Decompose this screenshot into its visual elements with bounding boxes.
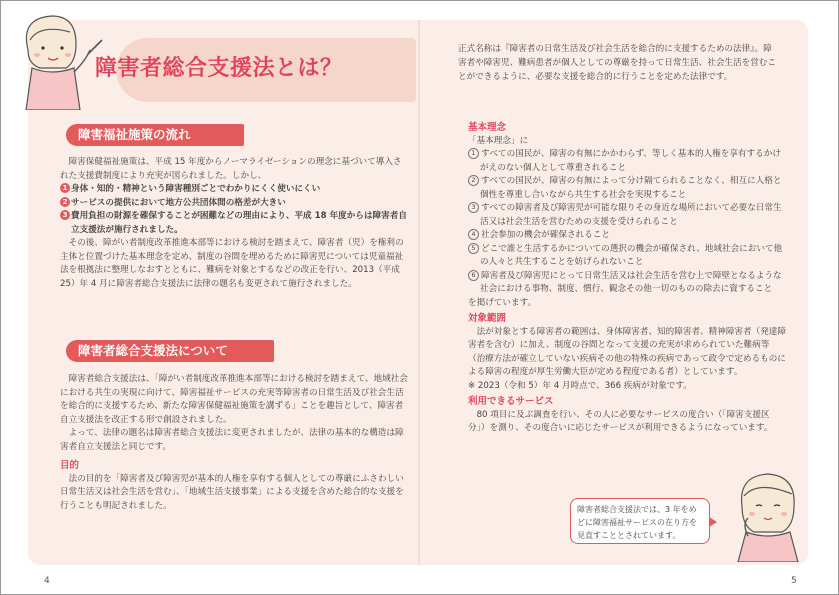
purpose-heading: 目的 <box>60 460 80 471</box>
principle-item-4 <box>468 229 786 243</box>
number-badge: 1 <box>60 183 70 193</box>
purpose-text: 法の目的を「障害者及び障害児が基本的人権を享有する個人としての尊厳にふさわしい日常生活又は社会生活を営む」、「地域生活支援事業」による支援を含めた総合的な支援を行うことも明記されました。 <box>60 473 404 511</box>
section-heading-about: 障害者総合支援法について <box>66 340 274 362</box>
history-item-text: 身体・知的・精神という障害種別ごとでわかりにくく使いにくい <box>71 184 321 194</box>
number-circle: 6 <box>468 270 479 281</box>
page-number-left: 4 <box>44 576 50 586</box>
speech-bubble: 障害者総合支援法では、3 年をめどに障害福祉サービスの在り方を見直すこととされています。 <box>570 498 710 544</box>
scope-note: ※ 2023（令和 5）年 4 月時点で、366 疾病が対象です。 <box>468 380 692 391</box>
principle-item-5 <box>468 243 786 270</box>
principle-text: 障害者及び障害児にとって日常生活又は社会生活を営む上で障壁となるような社会における事物、制度、慣行、観念その他一切のものの除去に資すること <box>480 270 782 294</box>
number-badge: 3 <box>60 210 70 220</box>
principle-text: どこで誰と生活するかについての選択の機会が確保され、地域社会において他の人々と共生することを妨げられないこと <box>480 243 783 267</box>
number-circle: 1 <box>468 148 479 159</box>
service-text: 80 項目に及ぶ調査を行い、その人に必要なサービスの度合い（「障害支援区分」）を測り、その度合いに応じたサービスが利用できるようになっています。 <box>468 409 773 433</box>
principle-item-1 <box>468 148 786 175</box>
number-circle: 3 <box>468 202 479 213</box>
history-item-text: 費用負担の財源を確保することが困難などの理由により、平成 18 年度からは障害者自立支援法が施行されました。 <box>71 211 407 235</box>
section-heading-history: 障害福祉施策の流れ <box>66 124 244 146</box>
history-paragraph-1: 障害保健福祉施策は、平成 15 年度からノーマライゼーションの理念に基づいて導入された支援費制度により充実が図られました。しかし、 <box>60 157 402 181</box>
principle-heading: 基本理念 <box>468 122 507 133</box>
right-column <box>468 121 786 436</box>
about-paragraph-1: 障害者総合支援法は、「障がい者制度改革推進本部等における検討を踏まえて、地域社会における共生の実現に向けて、障害福祉サービスの充実等障害者の日常生活及び社会生活を総合的に支援するため、新たな障害保健福祉施策を講ずる」ことを趣旨として、障害者自立支援法を改正する形で創設されました。 <box>60 374 408 425</box>
definition-text: 正式名称は『障害者の日常生活及び社会生活を総合的に支援するための法律』。障害者や障害児、難病患者が個人としての尊厳を持って日常生活、社会生活を営むことができるように、必要な支援を総合的に行うことを定めた法律です。 <box>458 44 776 82</box>
principle-item-3 <box>468 202 786 229</box>
number-badge: 2 <box>60 197 70 207</box>
principle-item-2 <box>468 175 786 202</box>
history-paragraph-2: その後、障がい者制度改革推進本部等における検討を踏まえて、障害者（児）を権利の主体と位置づけた基本理念を定め、制度の谷間を埋めるために障害児については児童福祉法を根拠法に整理しなおすとともに、難病を対象とするなどの改正を行い、2013（平成 25）年 4 月に障害者総合支援法に法律の題名も変更されて施行されました。 <box>60 238 404 289</box>
principle-item-6 <box>468 270 786 297</box>
page-title: 障害者総合支援法とは？ <box>95 56 343 81</box>
section-history-body <box>60 156 408 291</box>
section-about-body <box>60 373 408 513</box>
principle-text: すべての国民が、障害の有無によって分け隔てられることなく、相互に人格と個性を尊重し合いながら共生する社会を実現すること <box>480 176 782 200</box>
number-circle: 4 <box>468 229 479 240</box>
principle-text: すべての障害者及び障害児が可能な限りその身近な場所において必要な日常生活又は社会生活を営むための支援を受けられること <box>480 203 782 227</box>
teacher-illustration <box>10 10 106 110</box>
woman-illustration <box>728 470 808 562</box>
gutter <box>418 20 420 565</box>
page-number-right: 5 <box>791 576 797 586</box>
scope-text: 法が対象とする障害者の範囲は、身体障害者、知的障害者、精神障害者（発達障害者を含む）に加え、制度の谷間となって支援の充実が求められていた難病等（治療方法が確立していない疾病その他の特殊の疾病であって政令で定めるものによる障害の程度が厚生労働大臣が定める程度である者）としています。 <box>468 326 786 377</box>
principle-outro: を掲げています。 <box>468 297 537 308</box>
history-item-text: サービスの提供において地方公共団体間の格差が大きい <box>71 197 286 208</box>
history-item-1 <box>60 183 408 197</box>
number-circle: 2 <box>468 175 479 186</box>
history-item-2 <box>60 197 408 211</box>
number-circle: 5 <box>468 243 479 254</box>
about-paragraph-2: よって、法律の題名は障害者総合支援法に変更されましたが、法律の基本的な構造は障害者自立支援法と同じです。 <box>60 428 404 452</box>
principle-intro: 「基本理念」に <box>468 135 529 146</box>
principle-text: すべての国民が、障害の有無にかかわらず、等しく基本的人権を享有するかけがえのない個人として尊重されること <box>480 149 781 173</box>
principle-text: 社会参加の機会が確保されること <box>481 230 610 240</box>
service-heading: 利用できるサービス <box>468 396 554 407</box>
history-item-3 <box>60 210 408 237</box>
scope-heading: 対象範囲 <box>468 313 507 324</box>
